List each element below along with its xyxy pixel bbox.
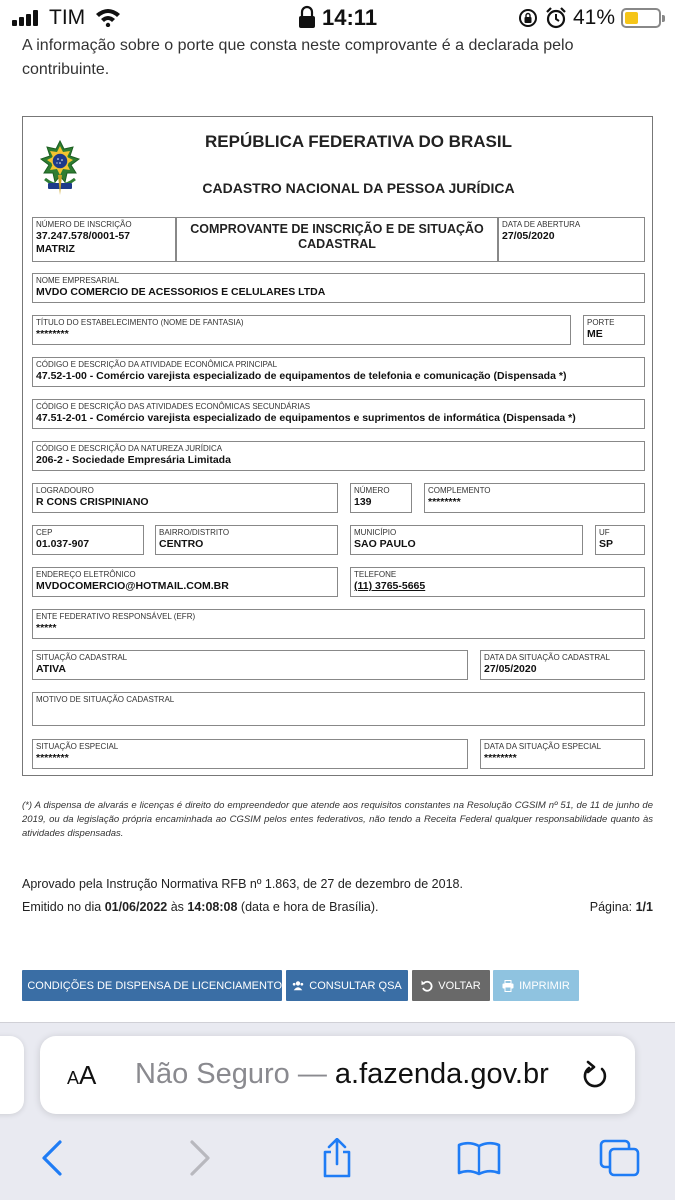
field-uf: UF SP — [595, 525, 645, 555]
imprimir-button[interactable]: IMPRIMIR — [493, 970, 579, 1001]
dispensa-footnote: (*) A dispensa de alvarás e licenças é direito do empreendedor que atende aos requisitos constantes na Resolução CGSIM nº 51, de 11 de junho de 2019, ou da legislação própria encaminhada ao CGSIM pelos entes federativos, não tendo a Receita Federal qualquer responsabilidade quanto às atividades dispensadas. — [22, 800, 653, 839]
field-nome-empresarial: NOME EMPRESARIAL MVDO COMERCIO DE ACESSORIOS E CELULARES LTDA — [32, 273, 645, 303]
wifi-icon — [95, 7, 121, 27]
status-bar — [0, 0, 675, 36]
field-efr: ENTE FEDERATIVO RESPONSÁVEL (EFR) ***** — [32, 609, 645, 639]
field-cep: CEP 01.037-907 — [32, 525, 144, 555]
approved-text: Aprovado pela Instrução Normativa RFB nº 1.863, de 27 de dezembro de 2018. — [22, 877, 463, 891]
signal-icon — [12, 10, 42, 26]
clock-time: 14:11 — [322, 5, 378, 30]
previous-tab-peek[interactable] — [0, 1036, 24, 1114]
consultar-qsa-button[interactable]: CONSULTAR QSA — [286, 970, 408, 1001]
voltar-button[interactable]: VOLTAR — [412, 970, 490, 1001]
tabs-icon[interactable] — [598, 1138, 642, 1178]
rotation-lock-icon — [518, 8, 538, 28]
field-data-situacao-cadastral: DATA DA SITUAÇÃO CADASTRAL 27/05/2020 — [480, 650, 645, 680]
field-comprovante-title: COMPROVANTE DE INSCRIÇÃO E DE SITUAÇÃO CADASTRAL — [176, 217, 498, 262]
undo-icon — [421, 980, 433, 992]
lock-icon — [298, 5, 316, 29]
back-icon[interactable] — [38, 1138, 66, 1178]
url-display[interactable]: Não Seguro — a.fazenda.gov.br — [135, 1058, 549, 1090]
field-numero: NÚMERO 139 — [350, 483, 412, 513]
telefone-link[interactable]: (11) 3765-5665 — [354, 580, 426, 592]
condicoes-dispensa-button[interactable]: CONDIÇÕES DE DISPENSA DE LICENCIAMENTO — [22, 970, 282, 1001]
field-motivo-situacao: MOTIVO DE SITUAÇÃO CADASTRAL — [32, 692, 645, 726]
alarm-icon — [545, 7, 567, 29]
share-icon[interactable] — [318, 1138, 356, 1178]
field-situacao-cadastral: SITUAÇÃO CADASTRAL ATIVA — [32, 650, 468, 680]
field-numero-inscricao: NÚMERO DE INSCRIÇÃO 37.247.578/0001-57 MATRIZ — [32, 217, 176, 262]
field-email: ENDEREÇO ELETRÔNICO MVDOCOMERCIO@HOTMAIL.COM.BR — [32, 567, 338, 597]
field-complemento: COMPLEMENTO ******** — [424, 483, 645, 513]
emitted-text: Emitido no dia 01/06/2022 às 14:08:08 (data e hora de Brasília). — [22, 900, 379, 914]
field-situacao-especial: SITUAÇÃO ESPECIAL ******** — [32, 739, 468, 769]
battery-icon — [621, 8, 661, 28]
cnpj-certificate — [22, 116, 653, 776]
field-data-abertura: DATA DE ABERTURA 27/05/2020 — [498, 217, 645, 262]
certificate-subtitle: CADASTRO NACIONAL DA PESSOA JURÍDICA — [202, 180, 515, 196]
bookmarks-icon[interactable] — [456, 1138, 502, 1178]
intro-text: A informação sobre o porte que consta neste comprovante é a declarada pelo contribuinte. — [22, 37, 574, 78]
field-porte: PORTE ME — [583, 315, 645, 345]
certificate-title: REPÚBLICA FEDERATIVA DO BRASIL — [205, 132, 512, 151]
field-atividades-secundarias: CÓDIGO E DESCRIÇÃO DAS ATIVIDADES ECONÔMICAS SECUNDÁRIAS 47.51-2-01 - Comércio varejista especializado de equipamentos e suprimentos de informática (Dispensada *) — [32, 399, 645, 429]
print-icon — [502, 980, 514, 992]
field-atividade-principal: CÓDIGO E DESCRIÇÃO DA ATIVIDADE ECONÔMICA PRINCIPAL 47.52-1-00 - Comércio varejista especializado de equipamentos de telefonia e comunicação (Dispensada *) — [32, 357, 645, 387]
field-data-situacao-especial: DATA DA SITUAÇÃO ESPECIAL ******** — [480, 739, 645, 769]
page-counter: Página: 1/1 — [589, 900, 653, 914]
users-icon — [292, 980, 304, 992]
battery-percent: 41% — [573, 6, 616, 29]
field-bairro: BAIRRO/DISTRITO CENTRO — [155, 525, 338, 555]
reader-options-button[interactable]: AA — [67, 1060, 97, 1090]
reload-icon[interactable] — [580, 1059, 610, 1093]
emitted-date: 01/06/2022 — [104, 900, 168, 914]
carrier-name: TIM — [49, 6, 86, 29]
field-natureza-juridica: CÓDIGO E DESCRIÇÃO DA NATUREZA JURÍDICA 206-2 - Sociedade Empresária Limitada — [32, 441, 645, 471]
field-nome-fantasia: TÍTULO DO ESTABELECIMENTO (NOME DE FANTASIA) ******** — [32, 315, 571, 345]
battery-level-fill — [625, 12, 638, 24]
field-logradouro: LOGRADOURO R CONS CRISPINIANO — [32, 483, 338, 513]
field-telefone: TELEFONE (11) 3765-5665 — [350, 567, 645, 597]
forward-icon[interactable] — [186, 1138, 214, 1178]
field-municipio: MUNICÍPIO SAO PAULO — [350, 525, 583, 555]
emitted-time: 14:08:08 — [187, 900, 238, 914]
